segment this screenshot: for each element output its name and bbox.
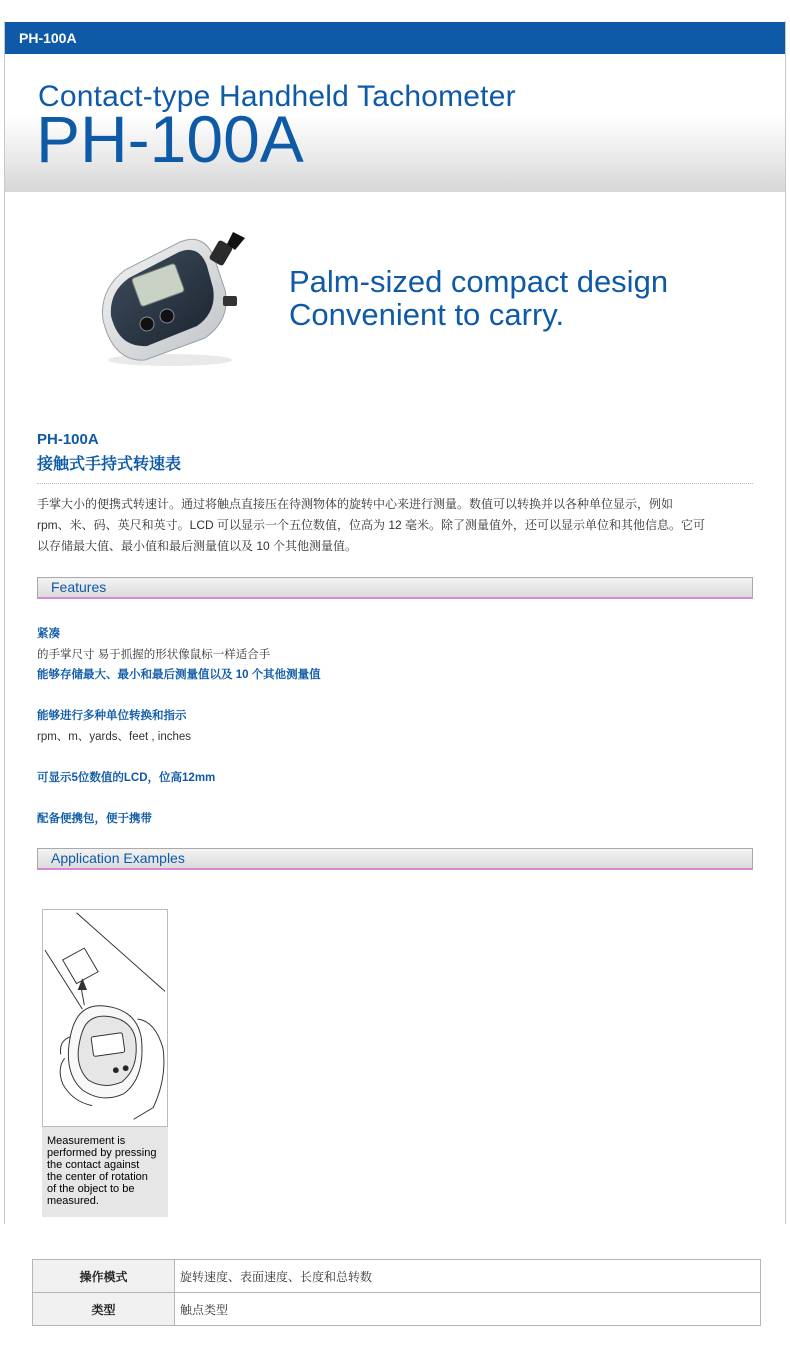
spec-value: 旋转速度、表面速度、长度和总转数 [175,1260,761,1293]
feature-text: rpm、m、yards、feet , inches [37,731,192,743]
description-line: 手掌大小的便携式转速计。通过将触点直接压在待测物体的旋转中心来进行测量。数值可以转换并以各种单位显示，例如 [37,497,674,511]
table-row [33,1260,761,1293]
hero-banner [5,54,785,192]
product-name-cn: 接触式手持式转速表 [37,456,182,473]
feature-title: 配备便携包，便于携带 [37,813,152,825]
tachometer-product-image [95,230,255,370]
feature-title: 可显示5位数值的LCD，位高12mm [37,772,216,784]
feature-text: 的手掌尺寸 易于抓握的形状像鼠标一样适合手 [37,649,271,661]
features-section-heading: Features [37,577,753,599]
feature-title: 能够进行多种单位转换和指示 [37,710,187,722]
tagline-line-2: Convenient to carry. [289,297,565,332]
product-name: PH-100A [37,431,99,448]
caption-line: the contact against [47,1159,140,1171]
feature-title: 紧凑 [37,628,60,640]
caption-line: Measurement is [47,1135,126,1147]
caption-line: performed by pressing [47,1147,157,1159]
feature-title: 能够存储最大、最小和最后测量值以及 10 个其他测量值 [37,669,321,681]
application-example-card [42,909,168,1217]
table-row [33,1293,761,1326]
spec-table [32,1259,761,1326]
caption-line: of the object to be [47,1183,135,1195]
application-caption [47,1135,169,1207]
spec-key: 类型 [33,1293,175,1326]
product-description [37,494,757,557]
caption-line: measured. [47,1195,99,1207]
hand-measurement-illustration [42,909,168,1127]
hero-model-title: PH-100A [36,102,304,176]
dotted-divider [37,483,753,484]
page-header-bar [5,22,785,54]
hero-subtitle: Contact-type Handheld Tachometer [38,80,516,113]
tagline [289,265,668,331]
description-line: 以存储最大值、最小值和最后测量值以及 10 个其他测量值。 [37,539,358,553]
applications-section-heading: Application Examples [37,848,753,870]
spec-value: 触点类型 [175,1293,761,1326]
tagline-line-1: Palm-sized compact design [289,264,669,299]
caption-line: the center of rotation [47,1171,148,1183]
header-title: PH-100A [19,30,77,46]
spec-key: 操作模式 [33,1260,175,1293]
description-line: rpm、米、码、英尺和英寸。LCD 可以显示一个五位数值，位高为 12 毫米。除了测量值外，还可以显示单位和其他信息。它可 [37,518,706,532]
